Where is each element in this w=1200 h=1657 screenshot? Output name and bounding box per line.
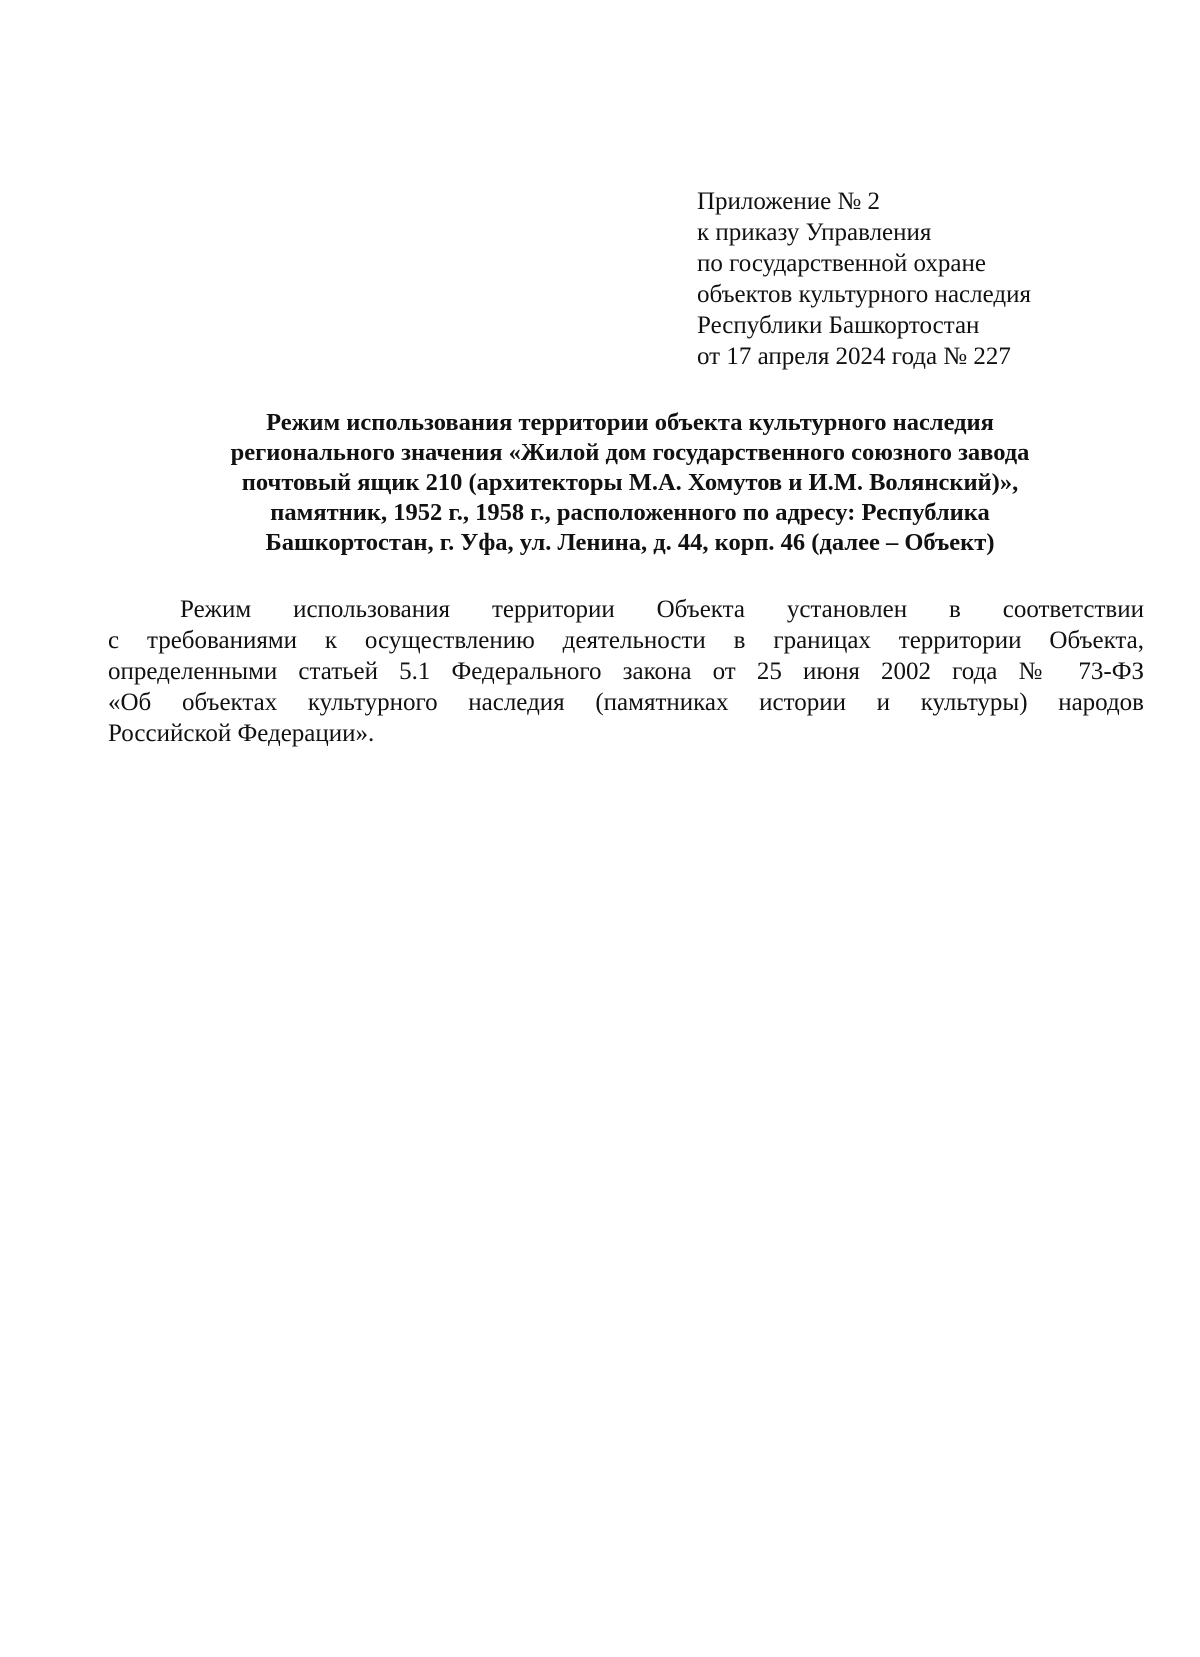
appendix-line: к приказу Управления (697, 219, 932, 246)
title-line: Башкортостан, г. Уфа, ул. Ленина, д. 44, корп. 46 (далее – Объект) (265, 529, 995, 556)
title-line: регионального значения «Жилой дом государственного союзного завода (230, 439, 1030, 466)
appendix-line: объектов культурного наследия (697, 281, 1031, 308)
body-line: «Об объектах культурного наследия (памятниках истории и культуры) народов (108, 689, 1144, 716)
appendix-line: Приложение № 2 (697, 188, 881, 215)
body-paragraph (108, 594, 1144, 749)
appendix-line: по государственной охране (697, 250, 987, 277)
body-line: Российской Федерации». (108, 720, 375, 747)
body-line: с требованиями к осуществлению деятельности в границах территории Объекта, (108, 627, 1144, 654)
title-line: Режим использования территории объекта культурного наследия (266, 409, 994, 436)
appendix-header (697, 186, 1167, 372)
body-line: Режим использования территории Объекта установлен в соответствии (180, 596, 1144, 623)
appendix-line: Республики Башкортостан (697, 312, 980, 339)
body-line: определенными статьей 5.1 Федерального закона от 25 июня 2002 года № 73-ФЗ (108, 658, 1144, 685)
appendix-line: от 17 апреля 2024 года № 227 (697, 343, 1011, 370)
title-line: почтовый ящик 210 (архитекторы М.А. Хомутов и И.М. Волянский)», (241, 469, 1019, 496)
document-title (120, 408, 1140, 558)
title-line: памятник, 1952 г., 1958 г., расположенного по адресу: Республика (270, 499, 990, 526)
